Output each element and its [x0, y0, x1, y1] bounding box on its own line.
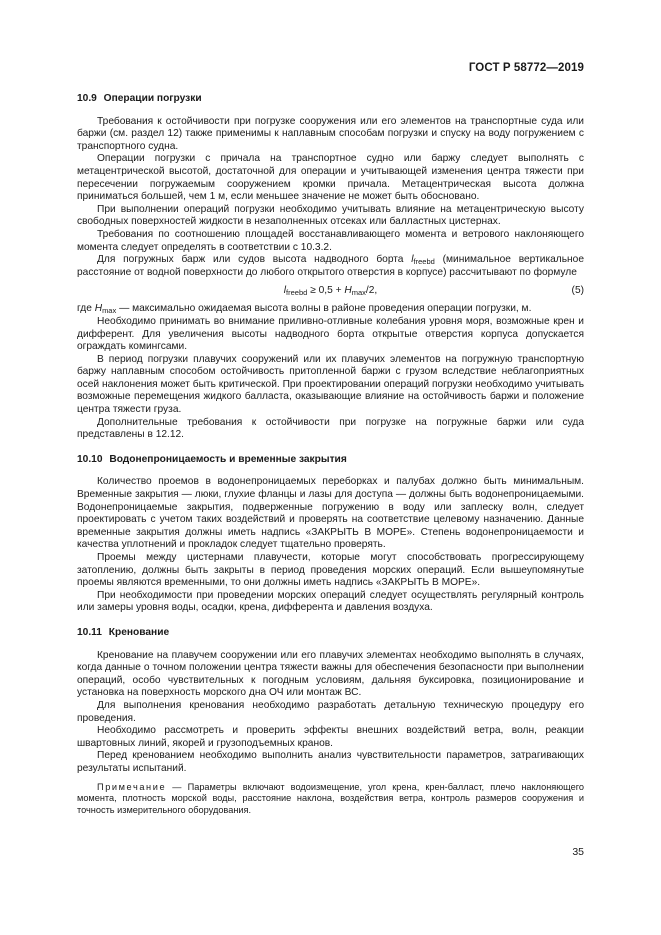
paragraph-freeboard	[77, 254, 584, 279]
equation-number: (5)	[571, 285, 584, 297]
section-number: 10.10	[77, 453, 103, 465]
page-number: 35	[572, 846, 584, 858]
section-10-10	[77, 454, 584, 615]
section-heading	[77, 454, 584, 467]
symbol-subscript: freebd	[413, 257, 435, 267]
paragraph: Количество проемов в водонепроницаемых переборках и палубах должно быть минимальным. Временные закрытия — люки, глухие фланцы и лазы для доступа — должны быть водонепроницаемыми. Водонепроницаемые закрытия, подверженные погружению в воду или заплеску волн, следует проектировать с учетом таких воздействий и проверять на соответствие целевому назначению. Данные временные закрытия должны иметь надпись «ЗАКРЫТЬ В МОРЕ». Степень водонепроницаемости и качества уплотнений и прокладок следует тщательно проверять.	[77, 476, 584, 551]
note-text: — Параметры включают водоизмещение, угол крена, крен-балласт, плечо наклоняющего момента, плотность морской воды, расстояние наклона, воздействия ветра, контроль размеров сооружения и точность измерительного оборудования.	[77, 781, 584, 816]
paragraph: Операции погрузки с причала на транспортное судно или баржу следует выполнять с метацентрической высотой, достаточной для операции и учитывающей изменения центра тяжести при пересечении погружаемым сооружением кромки причала. Метацентрическая высота должна приниматься большей, чем 1 м, если меньшее значение не может быть обосновано.	[77, 153, 584, 203]
paragraph-where	[77, 303, 584, 316]
paragraph: При необходимости при проведении морских операций следует осуществлять регулярный контроль или замеры уровня воды, осадки, крена, дифферента и давления воздуха.	[77, 589, 584, 614]
text-run: — максимально ожидаемая высота волны в районе проведения операции погрузки, м.	[116, 303, 532, 315]
section-10-9	[77, 93, 584, 442]
symbol-h: H	[344, 285, 352, 297]
paragraph: Для выполнения кренования необходимо разработать детальную техническую процедуру его проведения.	[77, 699, 584, 724]
symbol-subscript: max	[102, 306, 117, 316]
symbol-subscript: max	[351, 288, 366, 298]
paragraph: Необходимо рассмотреть и проверить эффекты внешних воздействий ветра, волн, реакции швартовных линий, якорей и грузоподъемных кранов.	[77, 725, 584, 749]
paragraph: Перед кренованием необходимо выполнить анализ чувствительности параметров, затрагивающих результаты испытаний.	[77, 750, 584, 774]
page-content	[77, 93, 584, 829]
paragraph: При выполнении операций погрузки необходимо учитывать влияние на метацентрическую высоту свободных поверхностей жидкости в незаполненных отсеках или балластных цистернах.	[77, 203, 584, 228]
note	[77, 782, 584, 817]
section-title: Водонепроницаемость и временные закрытия	[109, 453, 347, 465]
symbol-l: l	[283, 285, 287, 297]
section-heading	[77, 627, 584, 640]
paragraph: Требования к остойчивости при погрузке сооружения или его элементов на транспортные суда или баржи (см. раздел 12) также применимы к наплавным способам погрузки и спуску на воду погружением с транспортного судна.	[77, 115, 584, 152]
formula-expression	[77, 285, 584, 298]
paragraph: В период погрузки плавучих сооружений или их плавучих элементов на погружную транспортную баржу наплавным способом остойчивость притопленной баржи с грузом вследствие неблагоприятных осей наклонения может быть критической. При проектировании операций погрузки необходимо учитывать возможные перемещения жидкого балласта, оказывающие влияние на остойчивость баржи и положение центра тяжести груза.	[77, 353, 584, 416]
paragraph: Дополнительные требования к остойчивости при погрузке на погружные баржи или суда представлены в 12.12.	[77, 416, 584, 441]
section-title: Операции погрузки	[103, 93, 202, 104]
paragraph: Требования по соотношению площадей восстанавливающего момента и ветрового наклоняющего момента следует определять в соответствии с 10.3.2.	[77, 228, 584, 253]
paragraph: Проемы между цистернами плавучести, которые могут способствовать прогрессирующему затоплению, должны быть закрыты в период проведения морских операций. Если вышеупомянутые проемы являются временными, то они должны иметь надпись «ЗАКРЫТЬ В МОРЕ».	[77, 552, 584, 589]
symbol-subscript: freebd	[286, 288, 308, 298]
paragraph: Необходимо принимать во внимание приливно-отливные колебания уровня моря, возможные крен и дифферент. Для увеличения высоты надводного борта открытые отверстия корпуса допускается ограждать комингсами.	[77, 315, 584, 353]
section-heading	[77, 93, 584, 106]
text-run: где	[77, 303, 95, 315]
symbol-h: H	[94, 303, 103, 315]
note-label: Примечание	[97, 781, 167, 792]
section-title: Кренование	[108, 626, 170, 638]
formula-text: /2,	[365, 285, 378, 297]
symbol-l: l	[411, 254, 414, 266]
text-run: (минимальное вертикальное расстояние от водной поверхности до любого открытого отверстия в корпусе) рассчитывают по формуле	[77, 254, 585, 278]
text-run: Для погружных барж или судов высота надводного борта	[97, 254, 412, 266]
section-10-11	[77, 627, 584, 817]
formula-text: ≥ 0,5 +	[307, 285, 345, 297]
section-number: 10.11	[77, 626, 102, 638]
formula-5	[77, 281, 584, 303]
paragraph: Кренование на плавучем сооружении или его плавучих элементах необходимо выполнять в случаях, когда данные о точном положении центра тяжести важны для обеспечения безопасности при выполнении операций, особо чувствительных к погодным условиям, дальняя буксировка, позиционирование и установка на поверхность морского дна ОЧ или монтаж ВС.	[77, 649, 584, 699]
section-number: 10.9	[77, 93, 97, 104]
document-code: ГОСТ Р 58772—2019	[468, 62, 584, 74]
